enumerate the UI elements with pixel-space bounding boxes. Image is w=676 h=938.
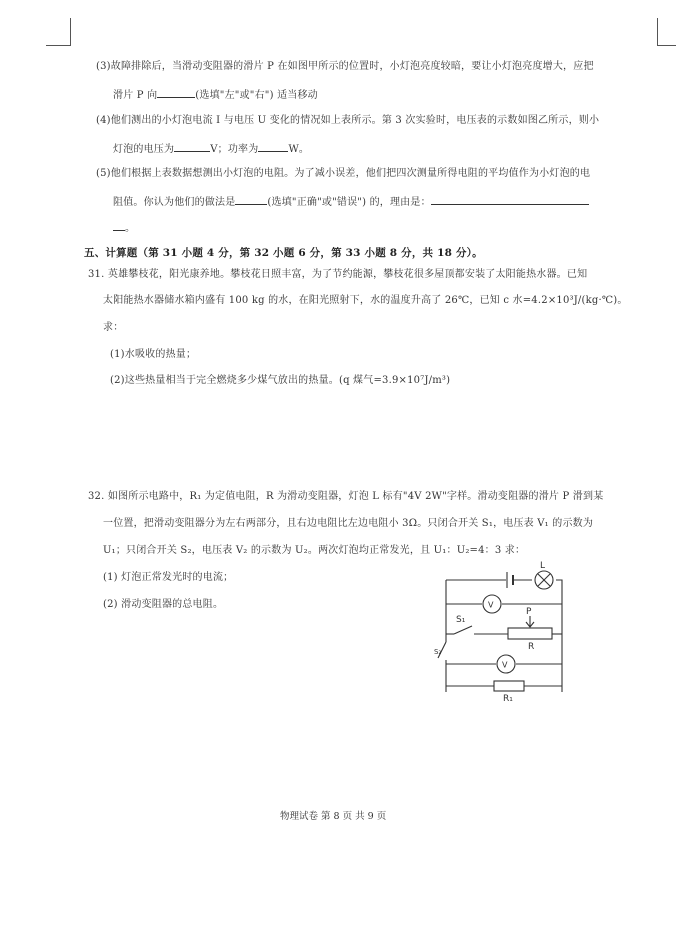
switch-s1-label: S₁ bbox=[456, 615, 466, 625]
q4-line2: 灯泡的电压为 V；功率为 W。 bbox=[113, 141, 309, 157]
q31-line3: 求： bbox=[103, 322, 124, 333]
rheostat-icon bbox=[508, 628, 552, 639]
circuit-diagram bbox=[430, 560, 580, 710]
q5-line2: 阻值。你认为他们的做法是 (选填"正确"或"错误") 的，理由是： bbox=[113, 194, 589, 210]
q5-line3: 。 bbox=[113, 220, 135, 236]
q32-sub1: (1) 灯泡正常发光时的电流； bbox=[103, 572, 234, 583]
q32-line2: 一位置，把滑动变阻器分为左右两部分，且右边电阻比左边电阻小 3Ω。只闭合开关 S₁，电压表 V₁ 的示数为 bbox=[103, 518, 594, 529]
q3-line1: (3)故障排除后，当滑动变阻器的滑片 P 在如图甲所示的位置时，小灯泡亮度较暗，要让小灯泡亮度增大，应把 bbox=[96, 61, 594, 72]
q4-line1: (4)他们测出的小灯泡电流 I 与电压 U 变化的情况如上表所示。第 3 次实验时，电压表的示数如图乙所示，则小 bbox=[96, 115, 600, 126]
resistor-r1-icon bbox=[494, 681, 524, 691]
answer-blank[interactable] bbox=[157, 87, 195, 98]
q32-line1: 32. 如图所示电路中，R₁ 为定值电阻，R 为滑动变阻器，灯泡 L 标有"4V 2W"字样。滑动变阻器的滑片 P 滑到某 bbox=[88, 491, 604, 502]
q32-sub2: (2) 滑动变阻器的总电阻。 bbox=[103, 599, 224, 610]
answer-blank[interactable] bbox=[258, 141, 288, 152]
section-heading: 五、计算题（第 31 小题 4 分，第 32 小题 6 分，第 33 小题 8 分，共 18 分）。 bbox=[84, 247, 483, 259]
answer-blank[interactable] bbox=[113, 220, 125, 231]
crop-mark-top-left bbox=[70, 18, 71, 46]
crop-mark-top-left bbox=[46, 45, 71, 46]
crop-mark-top-right bbox=[657, 45, 676, 46]
q31-sub1: (1)水吸收的热量； bbox=[110, 349, 197, 360]
q32-line3: U₁；只闭合开关 S₂，电压表 V₂ 的示数为 U₂。两次灯泡均正常发光，且 U₁：U₂=4：3 求： bbox=[103, 545, 526, 556]
answer-blank[interactable] bbox=[431, 194, 589, 205]
switch-s2-label: S₂ bbox=[434, 648, 442, 656]
page-footer: 物理试卷 第 8 页 共 9 页 bbox=[280, 811, 387, 822]
switch-s1-icon bbox=[454, 626, 472, 634]
resistor-r1-label: R₁ bbox=[503, 694, 513, 704]
q31-line1: 31. 英雄攀枝花，阳光康养地。攀枝花日照丰富，为了节约能源，攀枝花很多屋顶都安装了太阳能热水器。已知 bbox=[88, 269, 588, 280]
crop-mark-top-right bbox=[657, 18, 658, 46]
q31-sub2: (2)这些热量相当于完全燃烧多少煤气放出的热量。(q 煤气=3.9×10⁷J/m³) bbox=[110, 375, 451, 386]
q5-line1: (5)他们根据上表数据想测出小灯泡的电阻。为了减小误差，他们把四次测量所得电阻的平均值作为小灯泡的电 bbox=[96, 168, 591, 179]
voltmeter-label: V bbox=[502, 660, 508, 670]
answer-blank[interactable] bbox=[174, 141, 210, 152]
voltmeter-label: V bbox=[488, 600, 494, 610]
slider-label: P bbox=[526, 607, 532, 617]
q31-line2: 太阳能热水器储水箱内盛有 100 kg 的水，在阳光照射下，水的温度升高了 26℃，已知 c 水=4.2×10³J/(kg·℃)。 bbox=[103, 295, 628, 306]
answer-blank[interactable] bbox=[235, 194, 267, 205]
q3-line2: 滑片 P 向 (选填"左"或"右") 适当移动 bbox=[113, 87, 318, 103]
lamp-label: L bbox=[540, 561, 546, 571]
rheostat-label: R bbox=[528, 642, 535, 652]
